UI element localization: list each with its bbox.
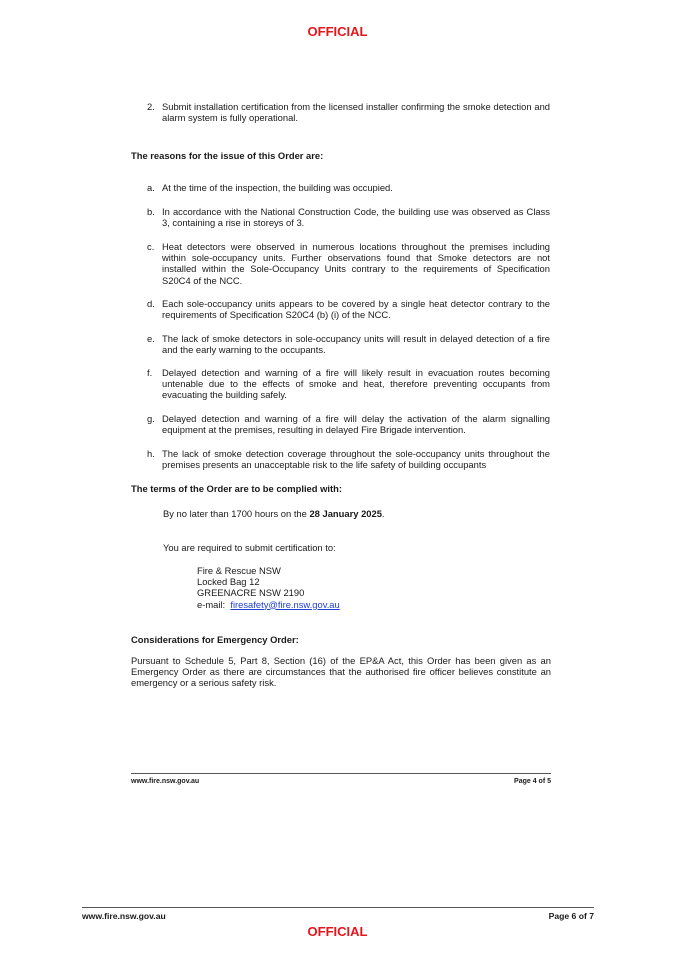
list-marker: b. — [147, 206, 155, 217]
list-text: Each sole-occupancy units appears to be covered by a single heat detector contrary to the requirements of Specification S20C4 (b) (i) of the NCC. — [162, 298, 550, 321]
list-text: In accordance with the National Construction Code, the building use was observed as Class 3, containing a rise in storeys of 3. — [162, 206, 550, 229]
terms-heading: The terms of the Order are to be complied with: — [131, 483, 342, 494]
document-page — [131, 0, 551, 800]
list-marker: 2. — [147, 101, 155, 112]
address-line-3: GREENACRE NSW 2190 — [197, 587, 305, 599]
list-marker: h. — [147, 448, 155, 459]
deadline-text — [163, 508, 385, 519]
deadline-prefix: By no later than 1700 hours on the — [163, 508, 310, 519]
deadline-date: 28 January 2025 — [309, 508, 382, 519]
address-email-line — [197, 599, 340, 610]
list-text: Delayed detection and warning of a fire will likely result in evacuation routes becoming untenable due to the effects of smoke and heat, therefore preventing occupants from evacuating the building safely. — [162, 367, 550, 401]
reasons-heading: The reasons for the issue of this Order are: — [131, 150, 324, 161]
address-line-2: Locked Bag 12 — [197, 576, 260, 588]
inner-footer-url: www.fire.nsw.gov.au — [131, 778, 200, 785]
email-link[interactable]: firesafety@fire.nsw.gov.au — [230, 598, 340, 610]
classification-label-top: OFFICIAL — [307, 24, 368, 39]
footer-rule — [82, 907, 594, 908]
list-text: Heat detectors were observed in numerous locations throughout the premises including within sole-occupancy units. Further observations found that Smoke detectors are not installed within the Sole-Occupancy Units contrary to the requirements of Specification S20C4 of the NCC. — [162, 241, 550, 286]
email-label: e-mail: — [197, 598, 231, 610]
list-marker: e. — [147, 333, 155, 344]
list-text: The lack of smoke detectors in sole-occupancy units will result in delayed detection of a fire and the early warning to the occupants. — [162, 333, 550, 356]
inner-footer-page: Page 4 of 5 — [514, 778, 551, 785]
address-line-1: Fire & Rescue NSW — [197, 565, 281, 576]
footer-page-number: Page 6 of 7 — [548, 911, 594, 921]
list-marker: d. — [147, 298, 155, 309]
postal-address — [197, 565, 340, 610]
list-marker: g. — [147, 413, 155, 424]
list-text: Delayed detection and warning of a fire will delay the activation of the alarm signalling equipment at the premises, resulting in delayed Fire Brigade intervention. — [162, 413, 550, 436]
list-marker: c. — [147, 241, 155, 252]
list-marker: f. — [147, 367, 153, 378]
emergency-heading: Considerations for Emergency Order: — [131, 634, 299, 645]
footer-url: www.fire.nsw.gov.au — [82, 911, 166, 921]
submit-instruction: You are required to submit certification to: — [163, 542, 336, 553]
list-marker: a. — [147, 182, 155, 193]
list-text: Submit installation certification from the licensed installer confirming the smoke detection and alarm system is fully operational. — [162, 101, 550, 124]
emergency-paragraph: Pursuant to Schedule 5, Part 8, Section (16) of the EP&A Act, this Order has been given as an Emergency Order as there are circumstances that the authorised fire officer believes constitute an emergency or a serious safety risk. — [131, 655, 551, 689]
list-text: At the time of the inspection, the building was occupied. — [162, 182, 393, 193]
deadline-suffix: . — [381, 508, 385, 519]
list-text: The lack of smoke detection coverage throughout the sole-occupancy units throughout the premises presents an unacceptable risk to the life safety of building occupants — [162, 448, 550, 471]
inner-footer-rule — [131, 773, 551, 774]
classification-label-bottom: OFFICIAL — [307, 924, 368, 939]
